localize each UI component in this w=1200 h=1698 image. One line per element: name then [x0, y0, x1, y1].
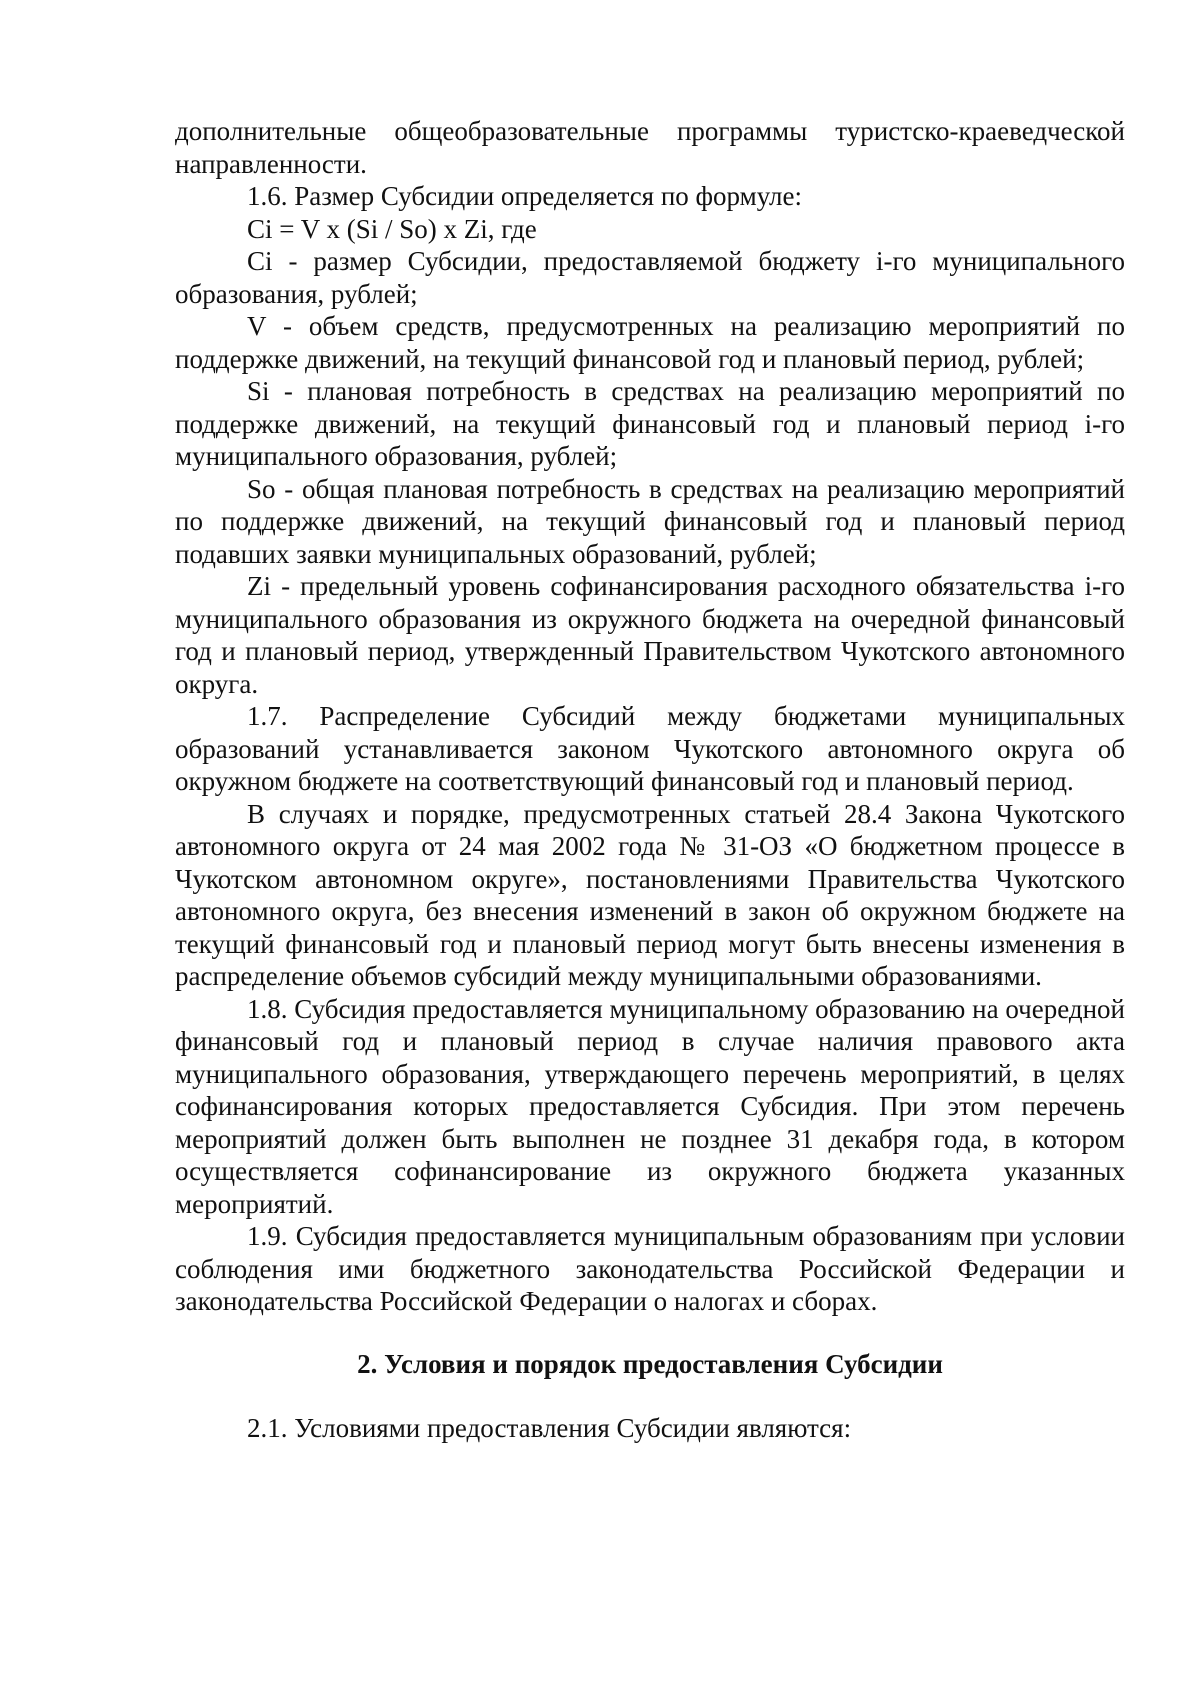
- definition-so: So - общая плановая потребность в средствах на реализацию мероприятий по поддержке движений, на текущий финансовый год и плановый период подавших заявки муниципальных образований, рублей;: [175, 473, 1125, 569]
- definition-ci: Ci - размер Субсидии, предоставляемой бюджету i-го муниципального образования, рублей;: [175, 246, 1125, 309]
- paragraph-1-9: 1.9. Субсидия предоставляется муниципальным образованиям при условии соблюдения ими бюджетного законодательства Российской Федерации и законодательства Российской Федерации о налогах и сборах.: [175, 1221, 1125, 1316]
- paragraph-2-1: 2.1. Условиями предоставления Субсидии являются:: [247, 1413, 852, 1443]
- formula-line: Ci = V x (Si / So) x Zi, где: [247, 213, 537, 244]
- definition-si: Si - плановая потребность в средствах на реализацию мероприятий по поддержке движений, на текущий финансовый год и плановый период i-го муниципального образования, рублей;: [175, 376, 1125, 471]
- paragraph-1-7: 1.7. Распределение Субсидий между бюджетами муниципальных образований устанавливается законом Чукотского автономного округа об окружном бюджете на соответствующий финансовый год и плановый период.: [175, 701, 1125, 796]
- section-heading: 2. Условия и порядок предоставления Субсидии: [357, 1348, 943, 1379]
- definition-zi: Zi - предельный уровень софинансирования расходного обязательства i-го муниципального образования из окружного бюджета на очередной финансовый год и плановый период, утвержденный Правительством Чукотского автономного округа.: [175, 571, 1125, 699]
- paragraph-1-8: 1.8. Субсидия предоставляется муниципальному образованию на очередной финансовый год и плановый период в случае наличия правового акта муниципального образования, утверждающего перечень мероприятий, в целях софинансирования которых предоставляется Субсидия. При этом перечень мероприятий должен быть выполнен не позднее 31 декабря года, в котором осуществляется софинансирование из окружного бюджета указанных мероприятий.: [175, 993, 1125, 1219]
- document-body: [175, 115, 1125, 1445]
- definition-v: V - объем средств, предусмотренных на реализацию мероприятий по поддержке движений, на текущий финансовой год и плановый период, рублей;: [175, 311, 1125, 374]
- paragraph-1-7-cases: В случаях и порядке, предусмотренных статьей 28.4 Закона Чукотского автономного округа от 24 мая 2002 года № 31-ОЗ «О бюджетном процессе в Чукотском автономном округе», постановлениями Правительства Чукотского автономного округа, без внесения изменений в закон об окружном бюджете на текущий финансовый год и плановый период могут быть внесены изменения в распределение объемов субсидий между муниципальными образованиями.: [175, 798, 1125, 991]
- paragraph-1-6: 1.6. Размер Субсидии определяется по формуле:: [247, 181, 802, 211]
- paragraph: дополнительные общеобразовательные программы туристско-краеведческой направленности.: [175, 116, 1125, 179]
